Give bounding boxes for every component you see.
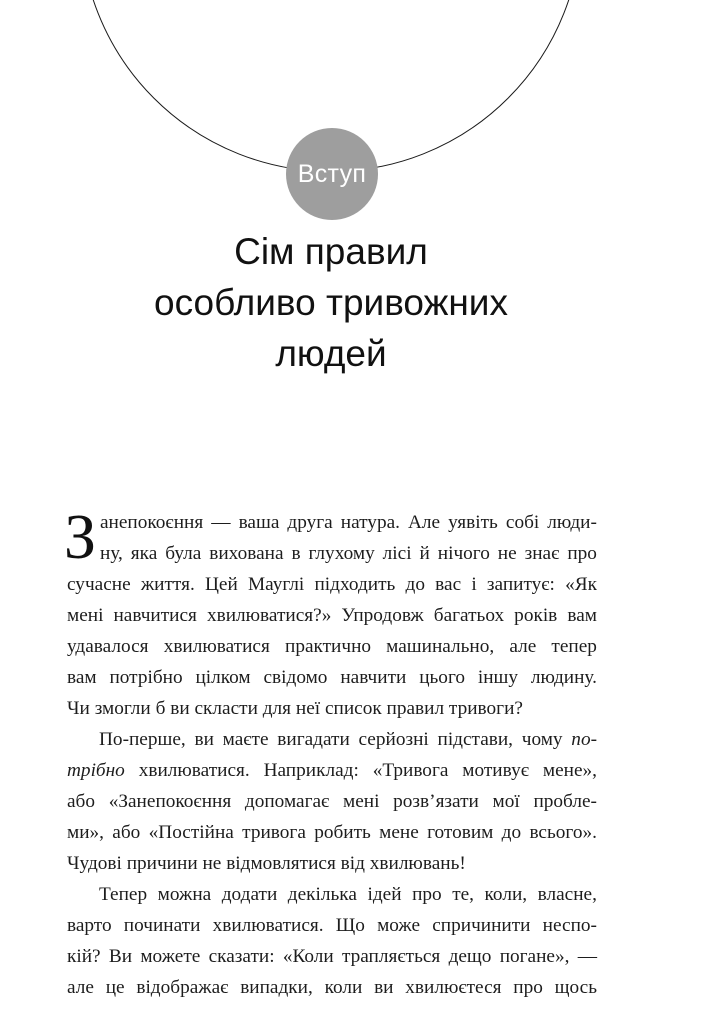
word: не <box>497 543 517 564</box>
word: коли <box>324 977 363 998</box>
chapter-badge: Вступ <box>286 128 378 220</box>
word: розв’язати <box>393 791 479 812</box>
word: мені <box>67 605 104 626</box>
word: про <box>513 977 543 998</box>
word: власне, <box>537 884 597 905</box>
text-line <box>67 631 597 662</box>
word: маєте <box>222 729 269 750</box>
text-line <box>67 755 597 786</box>
word: погане», <box>499 946 570 967</box>
text-line <box>67 569 597 600</box>
word: практично <box>285 636 372 657</box>
word: Чи <box>67 698 90 719</box>
word: багатьох <box>433 605 505 626</box>
word: собі <box>505 512 540 533</box>
word: відображає <box>136 977 229 998</box>
word: Що <box>335 915 365 936</box>
word: життя. <box>140 574 195 595</box>
word: варто <box>67 915 112 936</box>
text-line <box>67 724 597 755</box>
word: пробле- <box>533 791 597 812</box>
word: хвилюватися. <box>138 760 250 781</box>
word: цього <box>419 667 466 688</box>
text-line <box>67 879 597 910</box>
word: іншу <box>477 667 519 688</box>
word: хвилюватися. <box>212 915 324 936</box>
word: мотивує <box>462 760 529 781</box>
word: дещо <box>448 946 492 967</box>
word: Ви <box>108 946 133 967</box>
word: трапляється <box>341 946 441 967</box>
word: Упродовж <box>341 605 424 626</box>
word: не <box>202 853 222 874</box>
word: це <box>105 977 125 998</box>
chapter-title-line: людей <box>275 333 387 374</box>
word: може <box>377 915 421 936</box>
word: можете <box>140 946 201 967</box>
word: ідей <box>367 884 402 905</box>
word: або <box>112 822 141 843</box>
word: декілька <box>287 884 357 905</box>
word: починати <box>123 915 201 936</box>
word: кій? <box>67 946 101 967</box>
text-line <box>67 910 597 941</box>
word: трібно <box>67 760 125 781</box>
word: правил <box>386 698 445 719</box>
body-text <box>64 501 597 1003</box>
word: мої <box>492 791 520 812</box>
word: «Коли <box>282 946 334 967</box>
word: По-перше, <box>99 729 186 750</box>
word: знає <box>524 543 560 564</box>
word: хвилюватися <box>163 636 270 657</box>
word: по- <box>571 729 597 750</box>
word: серйозні <box>358 729 429 750</box>
word: вихована <box>209 543 284 564</box>
word: щось <box>554 977 597 998</box>
chapter-title-line: Сім правил <box>234 231 428 272</box>
drop-cap: З <box>64 501 97 572</box>
word: люди- <box>547 512 597 533</box>
word: ви <box>170 698 190 719</box>
word: мене <box>379 822 419 843</box>
word: яка <box>130 543 158 564</box>
word: змогли <box>94 698 151 719</box>
word: і <box>471 574 477 595</box>
word: років <box>514 605 558 626</box>
word: те, <box>452 884 475 905</box>
word: або <box>67 791 96 812</box>
word: підстави, <box>437 729 514 750</box>
word: удавалося <box>67 636 149 657</box>
word: потрібно <box>109 667 183 688</box>
word: вигадати <box>277 729 350 750</box>
word: робить <box>314 822 371 843</box>
word: причини <box>126 853 198 874</box>
word: анепокоєння <box>100 512 204 533</box>
word: «Як <box>565 574 597 595</box>
word: вам <box>567 605 597 626</box>
word: Чудові <box>67 853 122 874</box>
word: цілком <box>195 667 251 688</box>
word: коли, <box>484 884 528 905</box>
text-line <box>67 662 597 693</box>
word: тривоги? <box>448 698 523 719</box>
word: неспо- <box>542 915 597 936</box>
word: сучасне <box>67 574 131 595</box>
word: всього». <box>529 822 597 843</box>
word: «Постійна <box>148 822 234 843</box>
word: чому <box>521 729 563 750</box>
word: уявіть <box>448 512 498 533</box>
word: вам <box>67 667 97 688</box>
text-line <box>67 941 597 972</box>
word: була <box>165 543 202 564</box>
word: але <box>509 636 537 657</box>
word: тепер <box>551 636 597 657</box>
word: навчити <box>340 667 407 688</box>
word: натура. <box>340 512 400 533</box>
word: машинально, <box>386 636 495 657</box>
text-line <box>67 817 597 848</box>
word: хвилюватися?» <box>206 605 332 626</box>
word: друга <box>287 512 333 533</box>
word: людину. <box>530 667 597 688</box>
word: неї <box>295 698 321 719</box>
word: допомагає <box>244 791 330 812</box>
word: Мауглі <box>248 574 305 595</box>
word: ви <box>374 977 394 998</box>
word: список <box>324 698 382 719</box>
text-line <box>67 507 597 538</box>
word: від <box>340 853 365 874</box>
word: хвилюєтеся <box>405 977 502 998</box>
word: ну, <box>100 543 123 564</box>
word: скласти <box>194 698 258 719</box>
word: Тепер <box>99 884 148 905</box>
word: в <box>291 543 301 564</box>
text-line <box>67 848 597 879</box>
word: «Тривога <box>372 760 449 781</box>
word: ми», <box>67 822 104 843</box>
word: ваша <box>238 512 280 533</box>
word: — <box>211 512 231 533</box>
text-line <box>67 972 597 1003</box>
word: ви <box>194 729 214 750</box>
word: для <box>262 698 292 719</box>
word: «Занепокоєння <box>108 791 232 812</box>
word: про <box>567 543 597 564</box>
word: випадки, <box>240 977 313 998</box>
word: готовим <box>427 822 494 843</box>
word: спричинити <box>432 915 531 936</box>
word: але <box>67 977 94 998</box>
word: й <box>419 543 430 564</box>
word: — <box>577 946 597 967</box>
text-line <box>67 600 597 631</box>
text-line <box>67 538 597 569</box>
word: нічого <box>437 543 490 564</box>
word: глухому <box>308 543 375 564</box>
word: вас <box>435 574 462 595</box>
word: про <box>412 884 442 905</box>
word: Цей <box>204 574 238 595</box>
text-line <box>67 693 597 724</box>
word: навчитися <box>113 605 197 626</box>
word: Але <box>408 512 441 533</box>
word: підходить <box>314 574 396 595</box>
word: тривога <box>242 822 306 843</box>
word: Наприклад: <box>263 760 359 781</box>
word: можна <box>157 884 212 905</box>
text-line <box>67 786 597 817</box>
word: сказати: <box>208 946 275 967</box>
word: до <box>501 822 522 843</box>
word: відмовлятися <box>226 853 336 874</box>
word: б <box>155 698 166 719</box>
word: до <box>405 574 425 595</box>
word: лісі <box>382 543 412 564</box>
chapter-title <box>80 226 582 379</box>
word: мені <box>343 791 380 812</box>
word: свідомо <box>263 667 328 688</box>
chapter-title-line: особливо тривожних <box>154 282 508 323</box>
word: додати <box>221 884 278 905</box>
word: мене», <box>542 760 597 781</box>
word: запитує: <box>486 574 555 595</box>
word: хвилювань! <box>369 853 466 874</box>
